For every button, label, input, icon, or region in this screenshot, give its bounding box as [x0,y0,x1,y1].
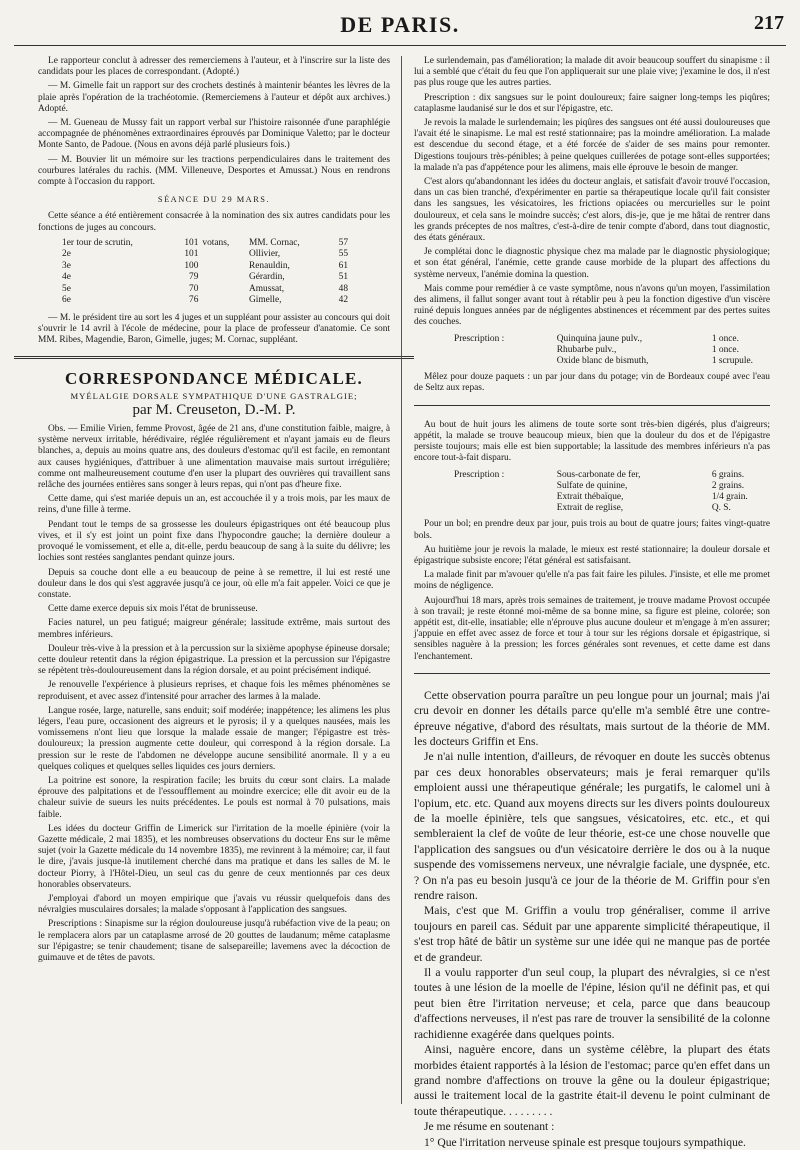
paragraph: Douleur très-vive à la pression et à la percussion sur la sixième apophyse épineuse dorsale; cette douleur retentit dans la région épigastrique. La pression et la percussion sur l'épigastre se répètent très-douloureusement dans la région dorsale, et au point précisément indiqué. [38,643,390,677]
paragraph: Aujourd'hui 18 mars, après trois semaines de traitement, je trouve madame Provost occupée à son travail; je reste étonné moi-même de sa bonne mine, sa figure est pleine, colorée; son appétit est, dit-elle, insatiable; elle n'éprouve plus aucune douleur et m'engage à m'en assurer; j'appuie en effet avec assez de force et tour à tour sur les régions dorsale et épigastrique, si sensibles naguère à la pression; les forces générales sont revenues, et cette dame est dans l'enchantement. [414,595,770,662]
section-separator [14,356,414,359]
vote-count: 42 [338,295,348,306]
prescription-drug: Quinquina jaune pulv., [556,333,643,344]
vote-round: 4e [62,272,71,283]
vote-row [60,295,350,307]
paragraph: Prescriptions : Sinapisme sur la région douloureuse jusqu'à rubéfaction vive de la peau; on le remplacera alors par un cataplasme arrosé de 20 gouttes de laudanum; même cataplasme sur l'épigastre; se tenir chaudement; tisane de salsepareille; lavemens avec la décoction de guimauve et de têtes de pavots. [38,919,390,963]
paragraph: Le surlendemain, pas d'amélioration; la malade dit avoir beaucoup souffert du sinapisme : il lui a semblé que c'était du feu que l'on appliquerait sur une plaie vive; j'examine le dos, il n'est pas plus rouge que les autres parties. [414,56,770,89]
prescription-drug: Extrait thébaïque, [556,491,624,502]
paragraph: — M. le président tire au sort les 4 juges et un suppléant pour assister au concours qui doit s'ouvrir le 14 avril à l'école de médecine, pour la place de professeur d'anatomie. Ce sont MM. Ribes, Magendie, Baron, Gimelle, juges; M. Cornac, suppléant. [38,312,390,346]
prescription-block [454,470,770,515]
vote-count: 61 [338,260,348,271]
paragraph: Mais comme pour remédier à ce vaste symptôme, nous n'avons qu'un moyen, l'assimilation des alimens, il fallut songer avant tout à rétablir peu à peu la fonction digestive d'un viscère ruiné depuis longues années par de négligentes abstinences et récemment par des pertes suites des couches. [414,283,770,328]
paragraph: Le rapporteur conclut à adresser des remerciemens à l'auteur, et à l'inscrire sur la liste des candidats pour les places de correspondant. (Adopté.) [38,56,390,78]
prescription-block [454,334,770,368]
vote-total: 79 [189,272,199,283]
paragraph: Je me résume en soutenant : [424,1120,555,1134]
prescription-qty: 1 once. [711,344,739,355]
paragraph: Pendant tout le temps de sa grossesse les douleurs épigastriques ont été beaucoup plus vives, et il s'y est joint un point fixe dans l'hypocondre gauche; la dernière douleur a provoqué le vomissement, et elle a, dit-elle, perdu beaucoup de sang à la suite du délivre; les lochies sont restées sanglantes pendant quinze jours. [38,519,390,564]
paragraph: Ainsi, naguère encore, dans un système célèbre, la plupart des états morbides étaient rapportés à la lésion de l'estomac; parce qu'en effet dans un grand nombre d'affections on trouve la gêne ou la douleur épigastrique; aussi le traitement local de la gastrite était-il devenu le point culminant de toute thérapeutique. . . . . . . . . [414,1043,770,1118]
article-body [38,424,390,964]
page-header [14,12,786,42]
paragraph: Mais, c'est que M. Griffin a voulu trop généraliser, comme il arrive toujours en pareil cas. Séduit par une apparente simplicité thérapeutique, il s'est trop hâté de bâtir un système sur une idée qui ne manque pas de portée et de grandeur. [414,904,770,964]
rule-separator [414,673,770,674]
vote-round: 5e [62,283,71,294]
paragraph: Les idées du docteur Griffin de Limerick sur l'irritation de la moelle épinière (voir la Gazette médicale, 2 mai 1835), et les nombreuses observations du docteur Ens sur le même sujet (voir la Gazette médicale du 14 novembre 1835), me revinrent à la mémoire; car, il faut le dire, j'avais jusque-là inutilement cherché dans ma pratique et dans les salles de M. le docteur Piorry, à l'Hôtel-Dieu, un seul cas du genre de ceux mentionnés par ces deux honorables observateurs. [38,823,390,890]
paragraph: Je renouvelle l'expérience à plusieurs reprises, et chaque fois les mêmes phénomènes se reproduisent, et avec assez d'intensité pour arracher des larmes à la malade. [38,680,390,702]
prescription-row [454,356,770,367]
vote-candidate: Gimelle, [248,295,282,306]
vote-candidate: Gérardin, [248,272,285,283]
paragraph: Mêlez pour douze paquets : un par jour dans du potage; vin de Bordeaux coupé avec l'eau de Seltz aux repas. [414,372,770,394]
vote-total: 101 [184,249,199,260]
paragraph: Cette dame exerce depuis six mois l'état de brunisseuse. [48,604,258,615]
paragraph: — M. Bouvier lit un mémoire sur les tractions perpendiculaires dans le traitement des courbures latérales du rachis. (MM. Villeneuve, Desportes et Amussat.) Nous en rendrons compte à l'occasion du rapport. [38,154,390,188]
prescription-drug: Extrait de reglise, [556,503,624,514]
vote-total: 100 [184,260,199,271]
vote-unit [200,261,247,273]
left-column [38,56,390,1104]
page-number: 217 [754,12,784,34]
paragraph: Cette séance a été entièrement consacrée à la nomination des six autres candidats pour les fonctions de juges au concours. [38,211,390,233]
paragraph: Au bout de huit jours les alimens de toute sorte sont très-bien digérés, plus d'aigreurs; appétit, la malade se trouve beaucoup mieux, bien que la douleur du dos et de l'épigastre persiste toujours; mais elle est bien supportable; la lassitude des membres inférieurs n'a pas encore tout-à-fait disparu. [414,419,770,464]
seance-heading: SÉANCE DU 29 MARS. [157,195,271,205]
prescription-row [454,481,770,492]
vote-candidate: Renauldin, [248,260,290,271]
article-body-continued [414,519,770,662]
paragraph: Langue rosée, large, naturelle, sans enduit; soif modérée; inappétence; les alimens les plus légers, l'eau pure, occasionent des aigreurs et le pyrosis; il y a quelques nausées, mais les vomissemens n'ont lieu que lorsque la malade essaie de manger; l'épigastre est très-douloureux; la pression augmente cette douleur, qui correspond à la région dorsale. La pression sur le reste de l'abdomen ne développe aucune sensibilité anormale. Il y a eu quelques coliques et quelques selles liquides ces jours derniers. [38,705,390,772]
paragraph: C'est alors qu'abandonnant les idées du docteur anglais, et satisfait d'avoir trouvé l'occasion, dans un cas bien tranché, d'expérimenter en partie sa thérapeutique locale qu'il fait consister dans les sangsues, les vésicatoires, les frictions opiacées ou mercurielles sur le point douloureux, et cela sans le moindre succès; c'est alors, dis-je, que je me hâtai de rentrer dans les grands préceptes de nos maîtres, c'est-à-dire de tenir compte d'abord, dans tout diagnostic, des états généraux. [414,177,770,244]
right-column [414,56,770,1149]
vote-row [60,238,350,250]
vote-count: 55 [338,249,348,260]
prescription-row [454,492,770,503]
vote-count: 48 [338,283,348,294]
article-author: par M. Creuseton, D.-M. P. [132,401,296,418]
vote-candidate: Amussat, [248,283,285,294]
vote-unit [200,295,247,307]
prescription-label: Prescription : [454,333,505,344]
vote-count: 51 [338,272,348,283]
paragraph: Obs. — Emilie Virien, femme Provost, âgée de 21 ans, d'une constitution faible, maigre, à système nerveux irritable, hérédivaire, réglée régulièrement et n'ayant jamais eu de fleurs blanches, a, depuis au moins quatre ans, des douleurs d'estomac qu'il est facile, en remontant aux causes hygiéniques, d'attribuer à une alimentation mauvaise mais surtout irrégulière; comme ont malheureusement coutume d'en user la plupart des ouvrières qui travaillent sans relâche des journées entières sans songer à leurs repas, qui n'ont pas d'heure fixe. [38,424,390,491]
prescription-row [454,470,770,481]
paragraph: J'employai d'abord un moyen empirique que j'avais vu réussir quelquefois dans des névralgies musculaires dorsales; la malade s'opposant à l'application des sangsues. [38,893,390,916]
paragraph: Cette observation pourra paraître un peu longue pour un journal; mais j'ai cru devoir en donner les détails parce qu'elle m'a semblé être une contre-épreuve négative, d'abord des résultats, mais surtout de la théorie de MM. les docteurs Griffin et Ens. [414,688,770,748]
vote-total: 70 [189,283,199,294]
prescription-row [454,345,770,356]
vote-candidate: MM. Cornac, [248,237,300,248]
vote-unit [200,249,247,261]
vote-table [60,238,350,307]
vote-count: 57 [338,237,348,248]
paragraph: Je n'ai nulle intention, d'ailleurs, de révoquer en doute les succès obtenus par ces deux honorables observateurs; mais je ferai remarquer qu'ils emploient aussi une thérapeutique générale; les purgatifs, le calomel uni à l'opium, etc. etc. Quand aux moyens directs sur les divers points douloureux de la moelle épinière, tels que sangsues, vésicatoires, etc. etc., et qui sembleraient la clef de voûte de leur théorie, est-ce une chose nouvelle que l'application des sangsues ou d'un vésicatoire derrière le dos ou à la nuque suspende des vomissemens nerveux, une névralgie faciale, une dyspnée, etc. ? On n'a pas eu besoin jusqu'à ce jour de la théorie de M. Griffin pour s'en rendre raison. [414,750,770,903]
vote-row [60,261,350,273]
prescription-qty: 1 scrupule. [711,356,753,367]
prescription-qty: 2 grains. [711,480,745,491]
paragraph: La malade finit par m'avouer qu'elle n'a pas fait faire les pilules. J'insiste, et elle me promet moins de négligence. [414,570,770,592]
paragraph: Prescription : dix sangsues sur le point douloureux; faire saigner long-temps les piqûres; cataplasme laudanisé sur le dos et sur l'épigastre, etc. [414,92,770,114]
paragraph: — M. Gueneau de Mussy fait un rapport verbal sur l'histoire raisonnée d'une paraphlégie accompagnée de phénomènes extraordinaires éprouvés par Dominique Valetto; par le docteur Monte Santo, de Padoue. (Nous en avons déjà parlé plusieurs fois.) [38,118,390,151]
paragraph: — M. Gimelle fait un rapport sur des crochets destinés à maintenir béantes les lèvres de la plaie après l'opération de la trachéotomie. (Remerciemens à l'auteur et dépôt aux archives.) Adopté. [38,81,390,114]
running-title: DE PARIS. [340,12,460,37]
commentary-body [414,688,770,1150]
prescription-drug: Rhubarbe pulv., [556,344,617,355]
vote-candidate: Ollivier, [248,249,281,260]
prescription-qty: 6 grains. [711,469,745,480]
paragraph: Pour un bol; en prendre deux par jour, puis trois au bout de quatre jours; faites vingt-quatre bols. [414,519,770,541]
prescription-row [454,503,770,514]
vote-unit [200,284,247,296]
prescription-drug: Sous-carbonate de fer, [556,469,641,480]
paragraph: Cette dame, qui s'est mariée depuis un an, est accouchée il y a trois mois, par les maux de reins, d'une fille à terme. [38,494,390,516]
paragraph: 1° Que l'irritation nerveuse spinale est presque toujours sympathique. [424,1135,746,1149]
vote-total: 101 [184,237,199,248]
paragraph: Il a voulu rapporter d'un seul coup, la plupart des névralgies, si ce n'est toutes à une lésion de la moelle de l'épine, lésion qu'il ne définit pas, et qui peut bien être l'irritation nerveuse; et cela, parce que dans beaucoup d'affections nerveuses, il n'est pas rare de trouver la sensibilité de la colonne rachidienne exagérée dans quelques points. [414,966,770,1041]
paragraph: Je complétai donc le diagnostic physique chez ma malade par le diagnostic physiologique; et son état général, l'anémie, cette grande cause morbide de la plupart des affections du système nerveux, l'anémie domina la question. [414,247,770,280]
vote-total: 76 [189,295,199,306]
paragraph: Je revois la malade le surlendemain; les piqûres des sangsues ont été aussi douloureuses que l'avait été le sinapisme. Le mal est resté stationnaire; pas la moindre amélioration. La malade est descendue du second étage, et a été forcée de s'aider de ses mains pour remonter. Digestions toujours très-pénibles; à peine quelques cuillerées de potage sont-elles supportées; la malade n'a pas d'appétence pour les alimens, mais elle éprouve le besoin de manger. [414,118,770,173]
vote-row [60,272,350,284]
prescription-label: Prescription : [454,469,505,480]
prescription-qty: Q. S. [711,503,731,514]
paragraph: Depuis sa couche dont elle a eu beaucoup de peine à se remettre, il lui est resté une douleur dans le dos qui s'est aggravée jusqu'à ce jour, où elle m'a fait appeler. Voici ce que je constate. [38,567,390,600]
vote-row [60,284,350,296]
rule-separator [414,405,770,406]
paragraph: Facies naturel, un peu fatigué; maigreur générale; lassitude extrême, mais surtout des membres inférieurs. [38,618,390,640]
column-divider [401,56,402,1104]
vote-row [60,249,350,261]
prescription-drug: Sulfate de quinine, [556,480,628,491]
prescription-qty: 1 once. [711,333,739,344]
paragraph: La poitrine est sonore, la respiration facile; les bruits du cœur sont clairs. La malade éprouve des palpitations et de l'essoufflement au moindre exercice; elle dit avoir eu de la chaleur suivie de sueurs les nuits précédentes. Le pouls est normal à 70 pulsations, mais faible. [38,775,390,820]
vote-round: 6e [62,295,71,306]
section-title: CORRESPONDANCE MÉDICALE. [65,369,363,389]
paragraph: Au huitième jour je revois la malade, le mieux est resté stationnaire; la douleur dorsale et épigastrique subsiste encore; l'état général est satisfaisant. [414,544,770,566]
article-body-continued [414,56,770,329]
vote-round: 1er tour de scrutin, [62,237,133,248]
article-title: MYÉLALGIE DORSALE SYMPATHIQUE D'UNE GASTRALGIE; [70,390,358,401]
vote-round: 3e [62,260,71,271]
vote-unit: votans, [202,237,230,248]
vote-unit [200,272,247,284]
prescription-row [454,334,770,345]
prescription-qty: 1/4 grain. [711,491,748,502]
header-rule [14,45,786,46]
vote-round: 2e [62,249,71,260]
prescription-drug: Oxide blanc de bismuth, [556,356,649,367]
